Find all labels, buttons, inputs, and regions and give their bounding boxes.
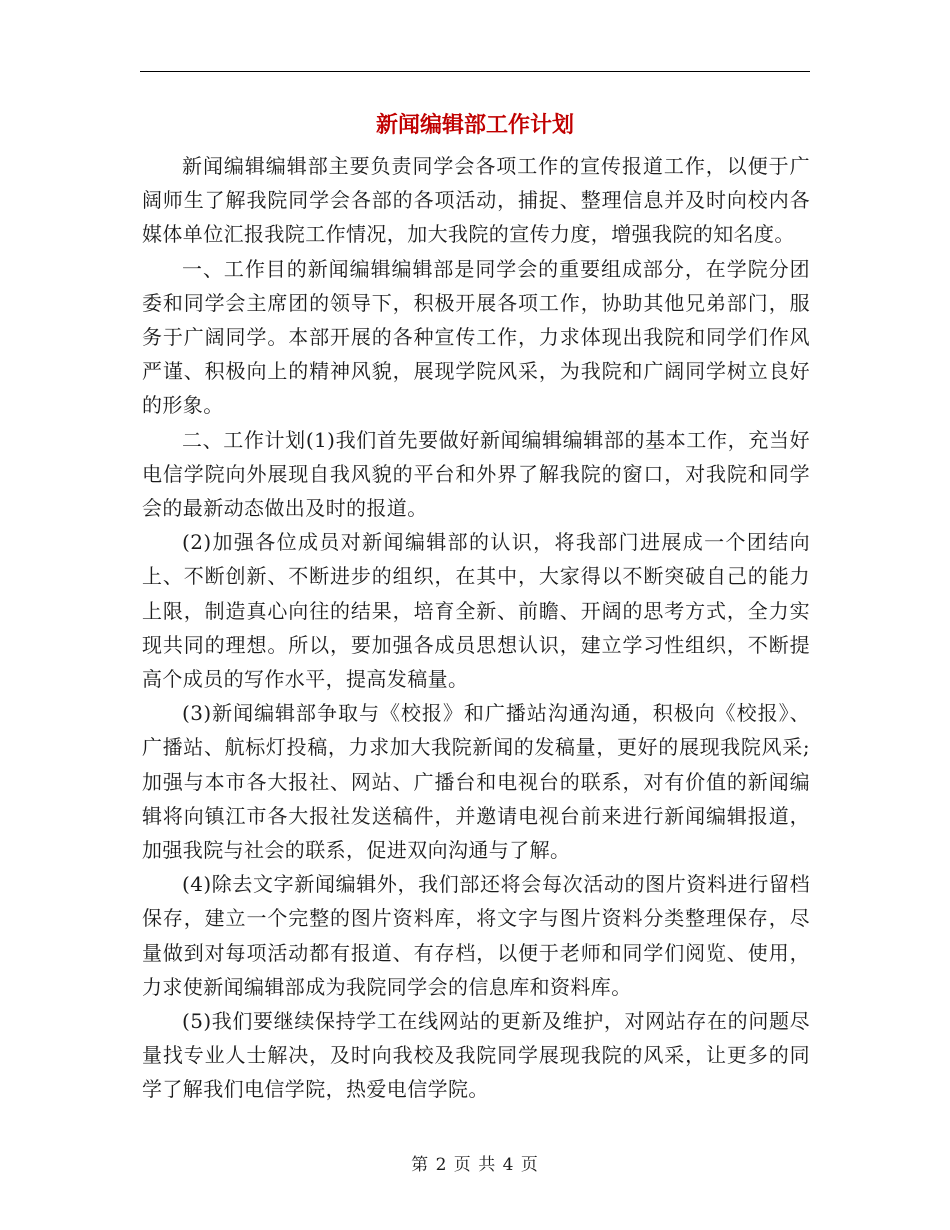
header-rule [140,71,810,72]
plan-item-2-paragraph: (2)加强各位成员对新闻编辑部的认识，将我部门进展成一个团结向上、不断创新、不断进步的组织，在其中，大家得以不断突破自己的能力上限，制造真心向往的结果，培育全新、前瞻、开阔的思考方式，全力实现共同的理想。所以，要加强各成员思想认识，建立学习性组织，不断提高个成员的写作水平，提高发稿量。 [142,530,810,692]
page-number-footer: 第 2 页 共 4 页 [411,1155,539,1175]
section-purpose-paragraph: 一、工作目的新闻编辑编辑部是同学会的重要组成部分，在学院分团委和同学会主席团的领导下，积极开展各项工作，协助其他兄弟部门，服务于广阔同学。本部开展的各种宣传工作，力求体现出我院和同学们作风严谨、积极向上的精神风貌，展现学院风采，为我院和广阔同学树立良好的形象。 [142,256,810,418]
document-title: 新闻编辑部工作计划 [375,112,574,138]
plan-item-5-paragraph: (5)我们要继续保持学工在线网站的更新及维护，对网站存在的问题尽量找专业人士解决，及时向我校及我院同学展现我院的风采，让更多的同学了解我们电信学院，热爱电信学院。 [142,1009,810,1102]
document-body [142,149,810,1107]
plan-item-3-paragraph: (3)新闻编辑部争取与《校报》和广播站沟通沟通，积极向《校报》、广播站、航标灯投稿，力求加大我院新闻的发稿量，更好的展现我院风采;加强与本市各大报社、网站、广播台和电视台的联系，对有价值的新闻编辑将向镇江市各大报社发送稿件，并邀请电视台前来进行新闻编辑报道，加强我院与社会的联系，促进双向沟通与了解。 [142,701,810,863]
plan-item-1-paragraph: 二、工作计划(1)我们首先要做好新闻编辑编辑部的基本工作，充当好电信学院向外展现自我风貌的平台和外界了解我院的窗口，对我院和同学会的最新动态做出及时的报道。 [142,427,810,521]
intro-paragraph: 新闻编辑编辑部主要负责同学会各项工作的宣传报道工作，以便于广阔师生了解我院同学会各部的各项活动，捕捉、整理信息并及时向校内各媒体单位汇报我院工作情况，加大我院的宣传力度，增强我院的知名度。 [142,154,810,247]
plan-item-4-paragraph: (4)除去文字新闻编辑外，我们部还将会每次活动的图片资料进行留档保存，建立一个完整的图片资料库，将文字与图片资料分类整理保存，尽量做到对每项活动都有报道、有存档，以便于老师和同学们阅览、使用，力求使新闻编辑部成为我院同学会的信息库和资料库。 [142,872,810,999]
